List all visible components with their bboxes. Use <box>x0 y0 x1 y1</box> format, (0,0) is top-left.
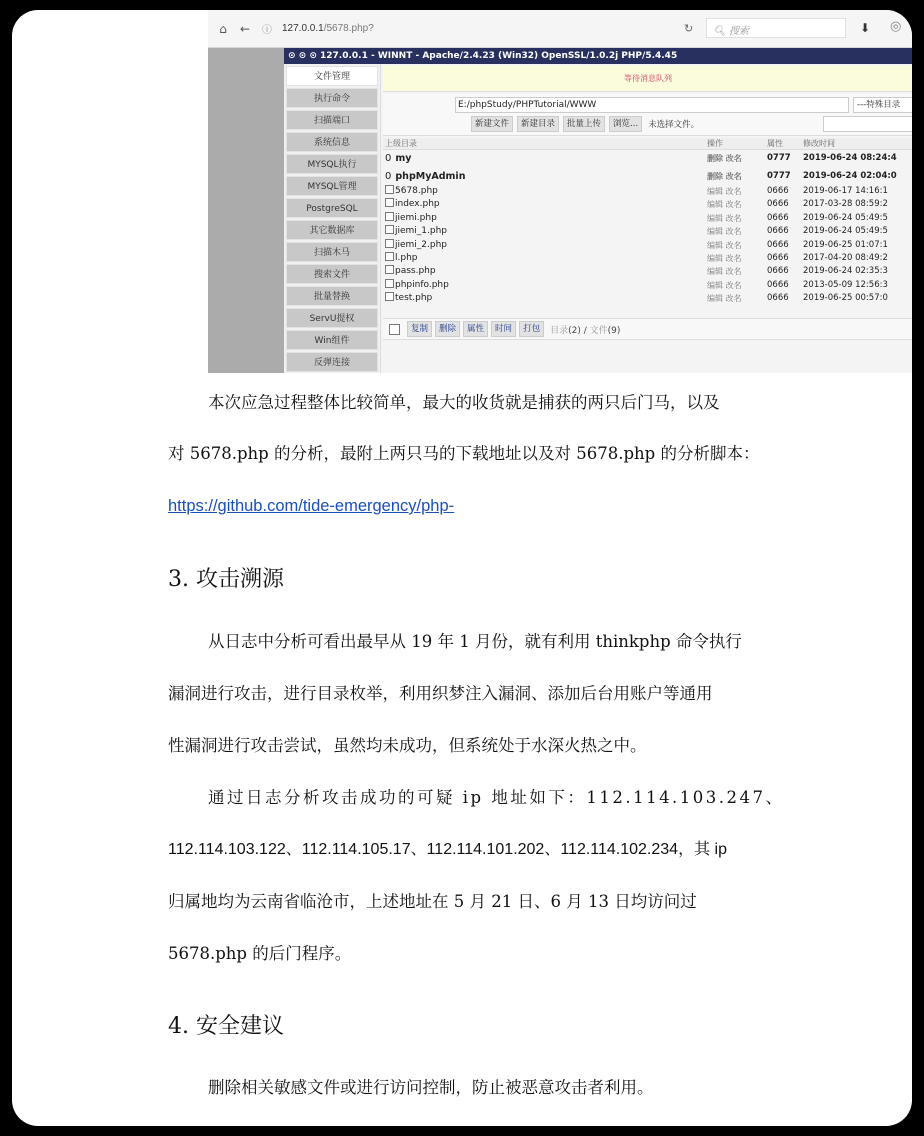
row-actions[interactable]: 编辑 改名 <box>707 200 742 210</box>
row-attr[interactable]: 0666 <box>767 293 789 304</box>
parent-dir-link[interactable]: 上级目录 <box>385 139 417 148</box>
sidebar-item-system-info[interactable]: 系统信息 <box>286 132 378 152</box>
new-file-button[interactable]: 新建文件 <box>471 116 513 132</box>
info-icon[interactable]: ⓘ <box>262 25 272 36</box>
batch-upload-button[interactable]: 批量上传 <box>563 116 605 132</box>
row-time[interactable]: 2019-06-24 08:24:4 <box>803 153 897 163</box>
paragraph-tracing-line1: 从日志中分析可看出最早从 19 年 1 月份，就有利用 thinkphp 命令执行 <box>208 632 742 651</box>
browse-button[interactable]: 浏览... <box>609 116 642 132</box>
paragraph-summary-line2: 对 5678.php 的分析，最附上两只马的下载地址以及对 5678.php 的分析脚本： <box>168 444 760 463</box>
file-link[interactable]: jiemi_2.php <box>395 239 448 250</box>
sidebar-item-win-components[interactable]: Win组件 <box>286 330 378 350</box>
row-checkbox[interactable] <box>385 198 394 207</box>
new-dir-button[interactable]: 新建目录 <box>517 116 559 132</box>
pack-button[interactable]: 打包 <box>519 321 544 337</box>
row-actions[interactable]: 编辑 改名 <box>707 227 742 237</box>
back-icon[interactable]: ← <box>239 21 251 36</box>
header-attr: 属性 <box>767 139 783 148</box>
select-all-checkbox[interactable] <box>389 324 400 335</box>
webshell-screenshot <box>208 10 912 373</box>
table-row <box>383 168 912 186</box>
row-time[interactable]: 2013-05-09 12:56:3 <box>803 279 888 290</box>
header-time: 修改时间 <box>803 139 835 148</box>
row-attr[interactable]: 0666 <box>767 212 789 223</box>
row-actions[interactable]: 编辑 改名 <box>707 213 742 223</box>
sidebar-item-other-db[interactable]: 其它数据库 <box>286 220 378 240</box>
table-row <box>383 225 912 238</box>
sidebar-item-scan-trojan[interactable]: 扫描木马 <box>286 242 378 262</box>
browser-toolbar <box>208 10 912 48</box>
heading-attack-tracing: 3. 攻击溯源 <box>168 567 284 592</box>
table-header <box>383 138 912 150</box>
paragraph-advice: 删除相关敏感文件或进行访问控制，防止被恶意攻击者利用。 <box>208 1078 654 1097</box>
sidebar <box>284 64 380 373</box>
copy-button[interactable]: 复制 <box>407 321 432 337</box>
row-time[interactable]: 2019-06-17 14:16:1 <box>803 186 888 196</box>
row-actions[interactable]: 编辑 改名 <box>707 267 742 277</box>
download-icon[interactable]: ⬇ <box>860 21 871 35</box>
window-title: ⊙ ⊙ ⊙ 127.0.0.1 - WINNT - Apache/2.4.23 (Win32) OpenSSL/1.0.2j PHP/5.4.45 <box>284 48 912 64</box>
file-label: 文件 <box>589 325 608 336</box>
row-actions[interactable]: 删除 改名 <box>707 154 742 163</box>
github-link[interactable]: https://github.com/tide-emergency/php- <box>168 497 455 515</box>
sidebar-item-postgresql[interactable]: PostgreSQL <box>286 198 378 218</box>
extension-icon[interactable]: ◎ <box>890 19 902 34</box>
table-row <box>383 212 912 225</box>
row-actions[interactable]: 编辑 改名 <box>707 280 742 290</box>
table-row <box>383 265 912 278</box>
paragraph-ip-line1: 通过日志分析攻击成功的可疑 ip 地址如下：112.114.103.247、 <box>208 788 785 807</box>
table-row <box>383 198 912 211</box>
action-buttons <box>471 116 699 132</box>
row-attr[interactable]: 0777 <box>767 170 791 181</box>
row-actions[interactable]: 删除 改名 <box>707 171 742 181</box>
row-checkbox[interactable] <box>385 252 394 261</box>
table-row <box>383 239 912 252</box>
row-actions[interactable]: 编辑 改名 <box>707 294 742 304</box>
file-link[interactable]: l.php <box>395 252 418 263</box>
message-queue-notice: 等待消息队列 <box>383 66 912 92</box>
dir-label: 目录 <box>550 325 569 336</box>
header-op: 操作 <box>707 139 723 148</box>
row-time[interactable]: 2019-06-25 00:57:0 <box>803 293 888 304</box>
table-row <box>383 252 912 265</box>
paragraph-ip-line4: 5678.php 的后门程序。 <box>168 944 352 963</box>
count-separator: / <box>580 325 590 336</box>
bulk-actions-bar <box>383 318 912 340</box>
row-attr[interactable]: 0777 <box>767 153 791 163</box>
row-actions[interactable]: 编辑 改名 <box>707 253 742 263</box>
table-row <box>383 292 912 305</box>
sidebar-item-scan-ports[interactable]: 扫描端口 <box>286 110 378 130</box>
time-button[interactable]: 时间 <box>491 321 516 337</box>
table-row <box>383 279 912 292</box>
dir-prefix: 0 <box>385 153 392 164</box>
row-time[interactable]: 2019-06-24 05:49:5 <box>803 212 888 223</box>
url-path: /5678.php? <box>323 23 374 34</box>
row-time[interactable]: 2019-06-25 01:07:1 <box>803 239 888 250</box>
row-attr[interactable]: 0666 <box>767 252 789 263</box>
paragraph-ip-line3: 归属地均为云南省临沧市，上述地址在 5 月 21 日、6 月 13 日均访问过 <box>168 892 697 911</box>
sidebar-item-reverse-shell[interactable]: 反弹连接 <box>286 352 378 372</box>
file-link[interactable]: 5678.php <box>395 186 438 196</box>
search-placeholder: 搜索 <box>728 26 749 37</box>
row-time[interactable]: 2017-04-20 08:49:2 <box>803 252 888 263</box>
home-icon[interactable]: ⌂ <box>219 21 227 36</box>
file-link[interactable]: jiemi.php <box>395 212 437 223</box>
attr-button[interactable]: 属性 <box>463 321 488 337</box>
heading-security-advice: 4. 安全建议 <box>168 1014 284 1039</box>
sidebar-item-exec-command[interactable]: 执行命令 <box>286 88 378 108</box>
sidebar-item-servu[interactable]: ServU提权 <box>286 308 378 328</box>
dir-link[interactable]: my <box>395 153 412 164</box>
dir-count: (2) <box>568 325 581 336</box>
item-count <box>550 323 620 336</box>
table-row <box>383 150 912 168</box>
row-actions[interactable]: 编辑 改名 <box>707 187 742 196</box>
sidebar-item-batch-replace[interactable]: 批量替换 <box>286 286 378 306</box>
file-link[interactable]: index.php <box>395 199 440 210</box>
paragraph-summary-line1: 本次应急过程整体比较简单，最大的收货就是捕获的两只后门马，以及 <box>208 393 720 412</box>
file-link[interactable]: phpinfo.php <box>395 279 449 290</box>
search-input[interactable]: 🔍︎ 搜索 <box>706 18 846 38</box>
row-attr[interactable]: 0666 <box>767 226 789 237</box>
row-attr[interactable]: 0666 <box>767 239 789 250</box>
row-time[interactable]: 2019-06-24 02:04:0 <box>803 170 897 181</box>
path-input[interactable]: E:/phpStudy/PHPTutorial/WWW <box>455 97 849 113</box>
upload-name-input[interactable] <box>823 116 912 132</box>
url-host: 127.0.0.1 <box>282 23 324 34</box>
address-bar[interactable] <box>282 23 374 34</box>
sidebar-item-mysql-exec[interactable]: MYSQL执行 <box>286 154 378 174</box>
special-dir-select[interactable]: ---特殊目录 <box>853 97 912 113</box>
sidebar-item-mysql-manage[interactable]: MYSQL管理 <box>286 176 378 196</box>
sidebar-item-search-files[interactable]: 搜索文件 <box>286 264 378 284</box>
row-checkbox[interactable] <box>385 212 394 221</box>
file-link[interactable]: pass.php <box>395 266 436 277</box>
row-checkbox[interactable] <box>385 292 394 301</box>
paragraph-tracing-line2: 漏洞进行攻击，进行目录枚举，利用织梦注入漏洞、添加后台用账户等通用 <box>168 684 713 703</box>
row-attr[interactable]: 0666 <box>767 199 789 210</box>
row-time[interactable]: 2019-06-24 05:49:5 <box>803 226 888 237</box>
sidebar-item-file-manager[interactable]: 文件管理 <box>286 66 378 86</box>
path-toolbar <box>383 94 912 136</box>
row-time[interactable]: 2017-03-28 08:59:2 <box>803 199 888 210</box>
row-attr[interactable]: 0666 <box>767 186 789 196</box>
row-checkbox[interactable] <box>385 265 394 274</box>
delete-button[interactable]: 删除 <box>435 321 460 337</box>
dir-prefix: 0 <box>385 170 392 182</box>
github-link-row <box>168 496 828 516</box>
dir-link[interactable]: phpMyAdmin <box>395 170 466 182</box>
row-attr[interactable]: 0666 <box>767 266 789 277</box>
file-table <box>383 138 912 306</box>
paragraph-ip-line2: 112.114.103.122、112.114.105.17、112.114.101.202、112.114.102.234，其 ip <box>168 841 727 858</box>
file-link[interactable]: jiemi_1.php <box>395 226 448 237</box>
table-row <box>383 185 912 198</box>
row-checkbox[interactable] <box>385 185 394 194</box>
file-count: (9) <box>607 325 621 336</box>
file-link[interactable]: test.php <box>395 293 433 304</box>
no-file-label: 未选择文件。 <box>648 120 700 130</box>
document-page <box>12 10 912 1126</box>
row-time[interactable]: 2019-06-24 02:35:3 <box>803 266 888 277</box>
row-attr[interactable]: 0666 <box>767 279 789 290</box>
row-checkbox[interactable] <box>385 225 394 234</box>
paragraph-tracing-line3: 性漏洞进行攻击尝试，虽然均未成功，但系统处于水深火热之中。 <box>168 736 647 755</box>
row-checkbox[interactable] <box>385 279 394 288</box>
file-manager-panel <box>380 64 912 373</box>
row-checkbox[interactable] <box>385 239 394 248</box>
row-actions[interactable]: 编辑 改名 <box>707 240 742 250</box>
reload-icon[interactable]: ↻ <box>684 22 694 35</box>
